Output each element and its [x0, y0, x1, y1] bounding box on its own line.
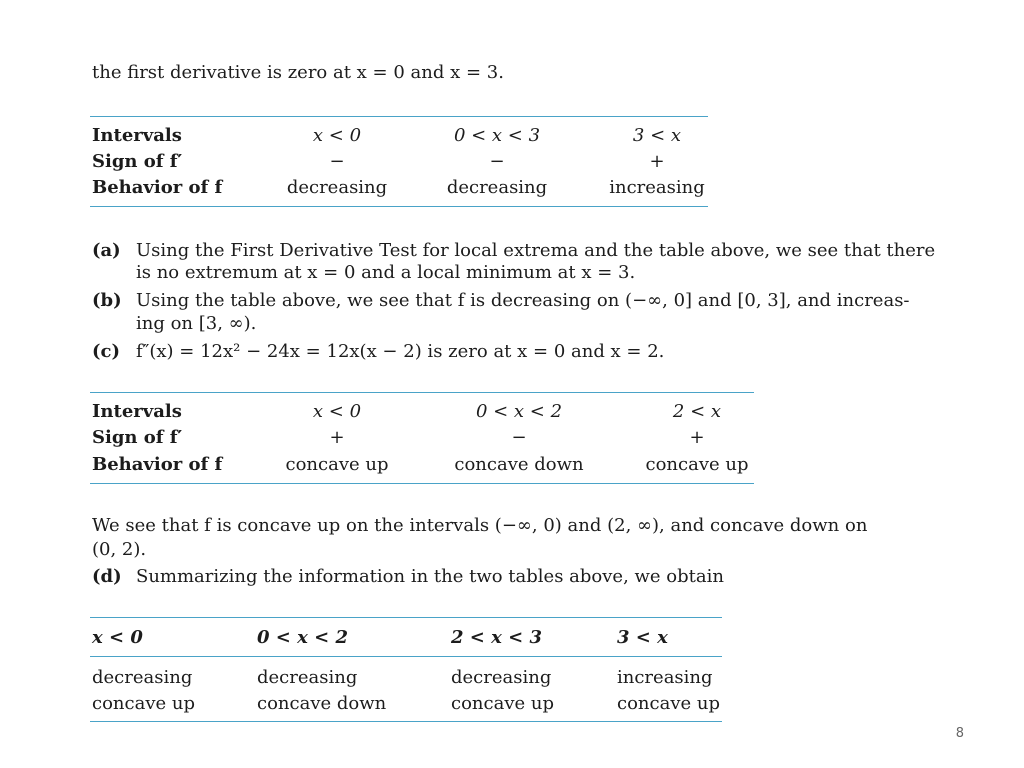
part-c-label: (c)	[92, 341, 120, 362]
table-3-bottom-rule	[90, 721, 722, 722]
table-2-col2-interval: 0 < x < 2	[475, 401, 563, 422]
part-a-label: (a)	[92, 240, 121, 261]
part-a-line2: is no extremum at x = 0 and a local minimum at x = 3.	[136, 262, 636, 283]
part-d-label: (d)	[92, 566, 122, 587]
table-1-col3-interval: 3 < x	[632, 125, 682, 146]
table-1-label-sign: Sign of f′	[92, 151, 183, 172]
table-1-top-rule	[90, 116, 708, 117]
table-1-col3-sign: +	[649, 151, 665, 172]
table-2-col2-behavior: concave down	[454, 454, 584, 475]
intro-text: the first derivative is zero at x = 0 and x = 3.	[92, 62, 504, 83]
table-3-col3-interval: 2 < x < 3	[451, 627, 543, 648]
table-2-col1-sign: +	[329, 427, 345, 448]
table-1-col2-behavior: decreasing	[446, 177, 548, 198]
table-3-col2-interval: 0 < x < 2	[257, 627, 349, 648]
table-1-col1-behavior: decreasing	[286, 177, 388, 198]
table-2-col2-sign: −	[511, 427, 527, 448]
table-1-label-behavior: Behavior of f	[92, 177, 223, 198]
part-c-line1: f″(x) = 12x² − 24x = 12x(x − 2) is zero at x = 0 and x = 2.	[136, 341, 665, 362]
table-3-col1-line1: decreasing	[92, 667, 193, 688]
part-b-line1: Using the table above, we see that f is decreasing on (−∞, 0] and [0, 3], and increas-	[136, 290, 910, 311]
part-a-line1: Using the First Derivative Test for local extrema and the table above, we see that there	[136, 240, 936, 261]
table-1-col2-sign: −	[489, 151, 505, 172]
table-3-col4-line1: increasing	[617, 667, 713, 688]
table-2-bottom-rule	[90, 483, 754, 484]
table-3-mid-rule	[90, 656, 722, 657]
table-2-label-intervals: Intervals	[92, 401, 182, 422]
table-3-col3-line1: decreasing	[451, 667, 552, 688]
part-b-line2: ing on [3, ∞).	[136, 313, 257, 334]
table-3-top-rule	[90, 617, 722, 618]
table-2-top-rule	[90, 392, 754, 393]
table-1-col3-behavior: increasing	[609, 177, 705, 198]
table-3-col2-line2: concave down	[257, 693, 387, 714]
table-1-label-intervals: Intervals	[92, 125, 182, 146]
table-1-col2-interval: 0 < x < 3	[453, 125, 541, 146]
table-2-col3-sign: +	[689, 427, 705, 448]
table-2-col1-behavior: concave up	[285, 454, 389, 475]
table-3-col2-line1: decreasing	[257, 667, 358, 688]
table-3-col1-line2: concave up	[92, 693, 195, 714]
part-b-label: (b)	[92, 290, 122, 311]
table-3-col4-line2: concave up	[617, 693, 720, 714]
table-1-bottom-rule	[90, 206, 708, 207]
table-1-col1-sign: −	[329, 151, 345, 172]
table-3-col4-interval: 3 < x	[617, 627, 668, 648]
page-number: 8	[955, 726, 964, 741]
table-2-col1-interval: x < 0	[312, 401, 362, 422]
part-d-line: Summarizing the information in the two tables above, we obtain	[136, 566, 724, 587]
table-2-col3-behavior: concave up	[645, 454, 749, 475]
table-3-col1-interval: x < 0	[92, 627, 143, 648]
concavity-line1: We see that f is concave up on the intervals (−∞, 0) and (2, ∞), and concave down on	[92, 515, 868, 536]
table-2-label-sign: Sign of f′	[92, 427, 183, 448]
table-2-col3-interval: 2 < x	[672, 401, 722, 422]
concavity-line2: (0, 2).	[92, 539, 147, 560]
table-2-label-behavior: Behavior of f	[92, 454, 223, 475]
table-3-col3-line2: concave up	[451, 693, 554, 714]
table-1-col1-interval: x < 0	[312, 125, 362, 146]
